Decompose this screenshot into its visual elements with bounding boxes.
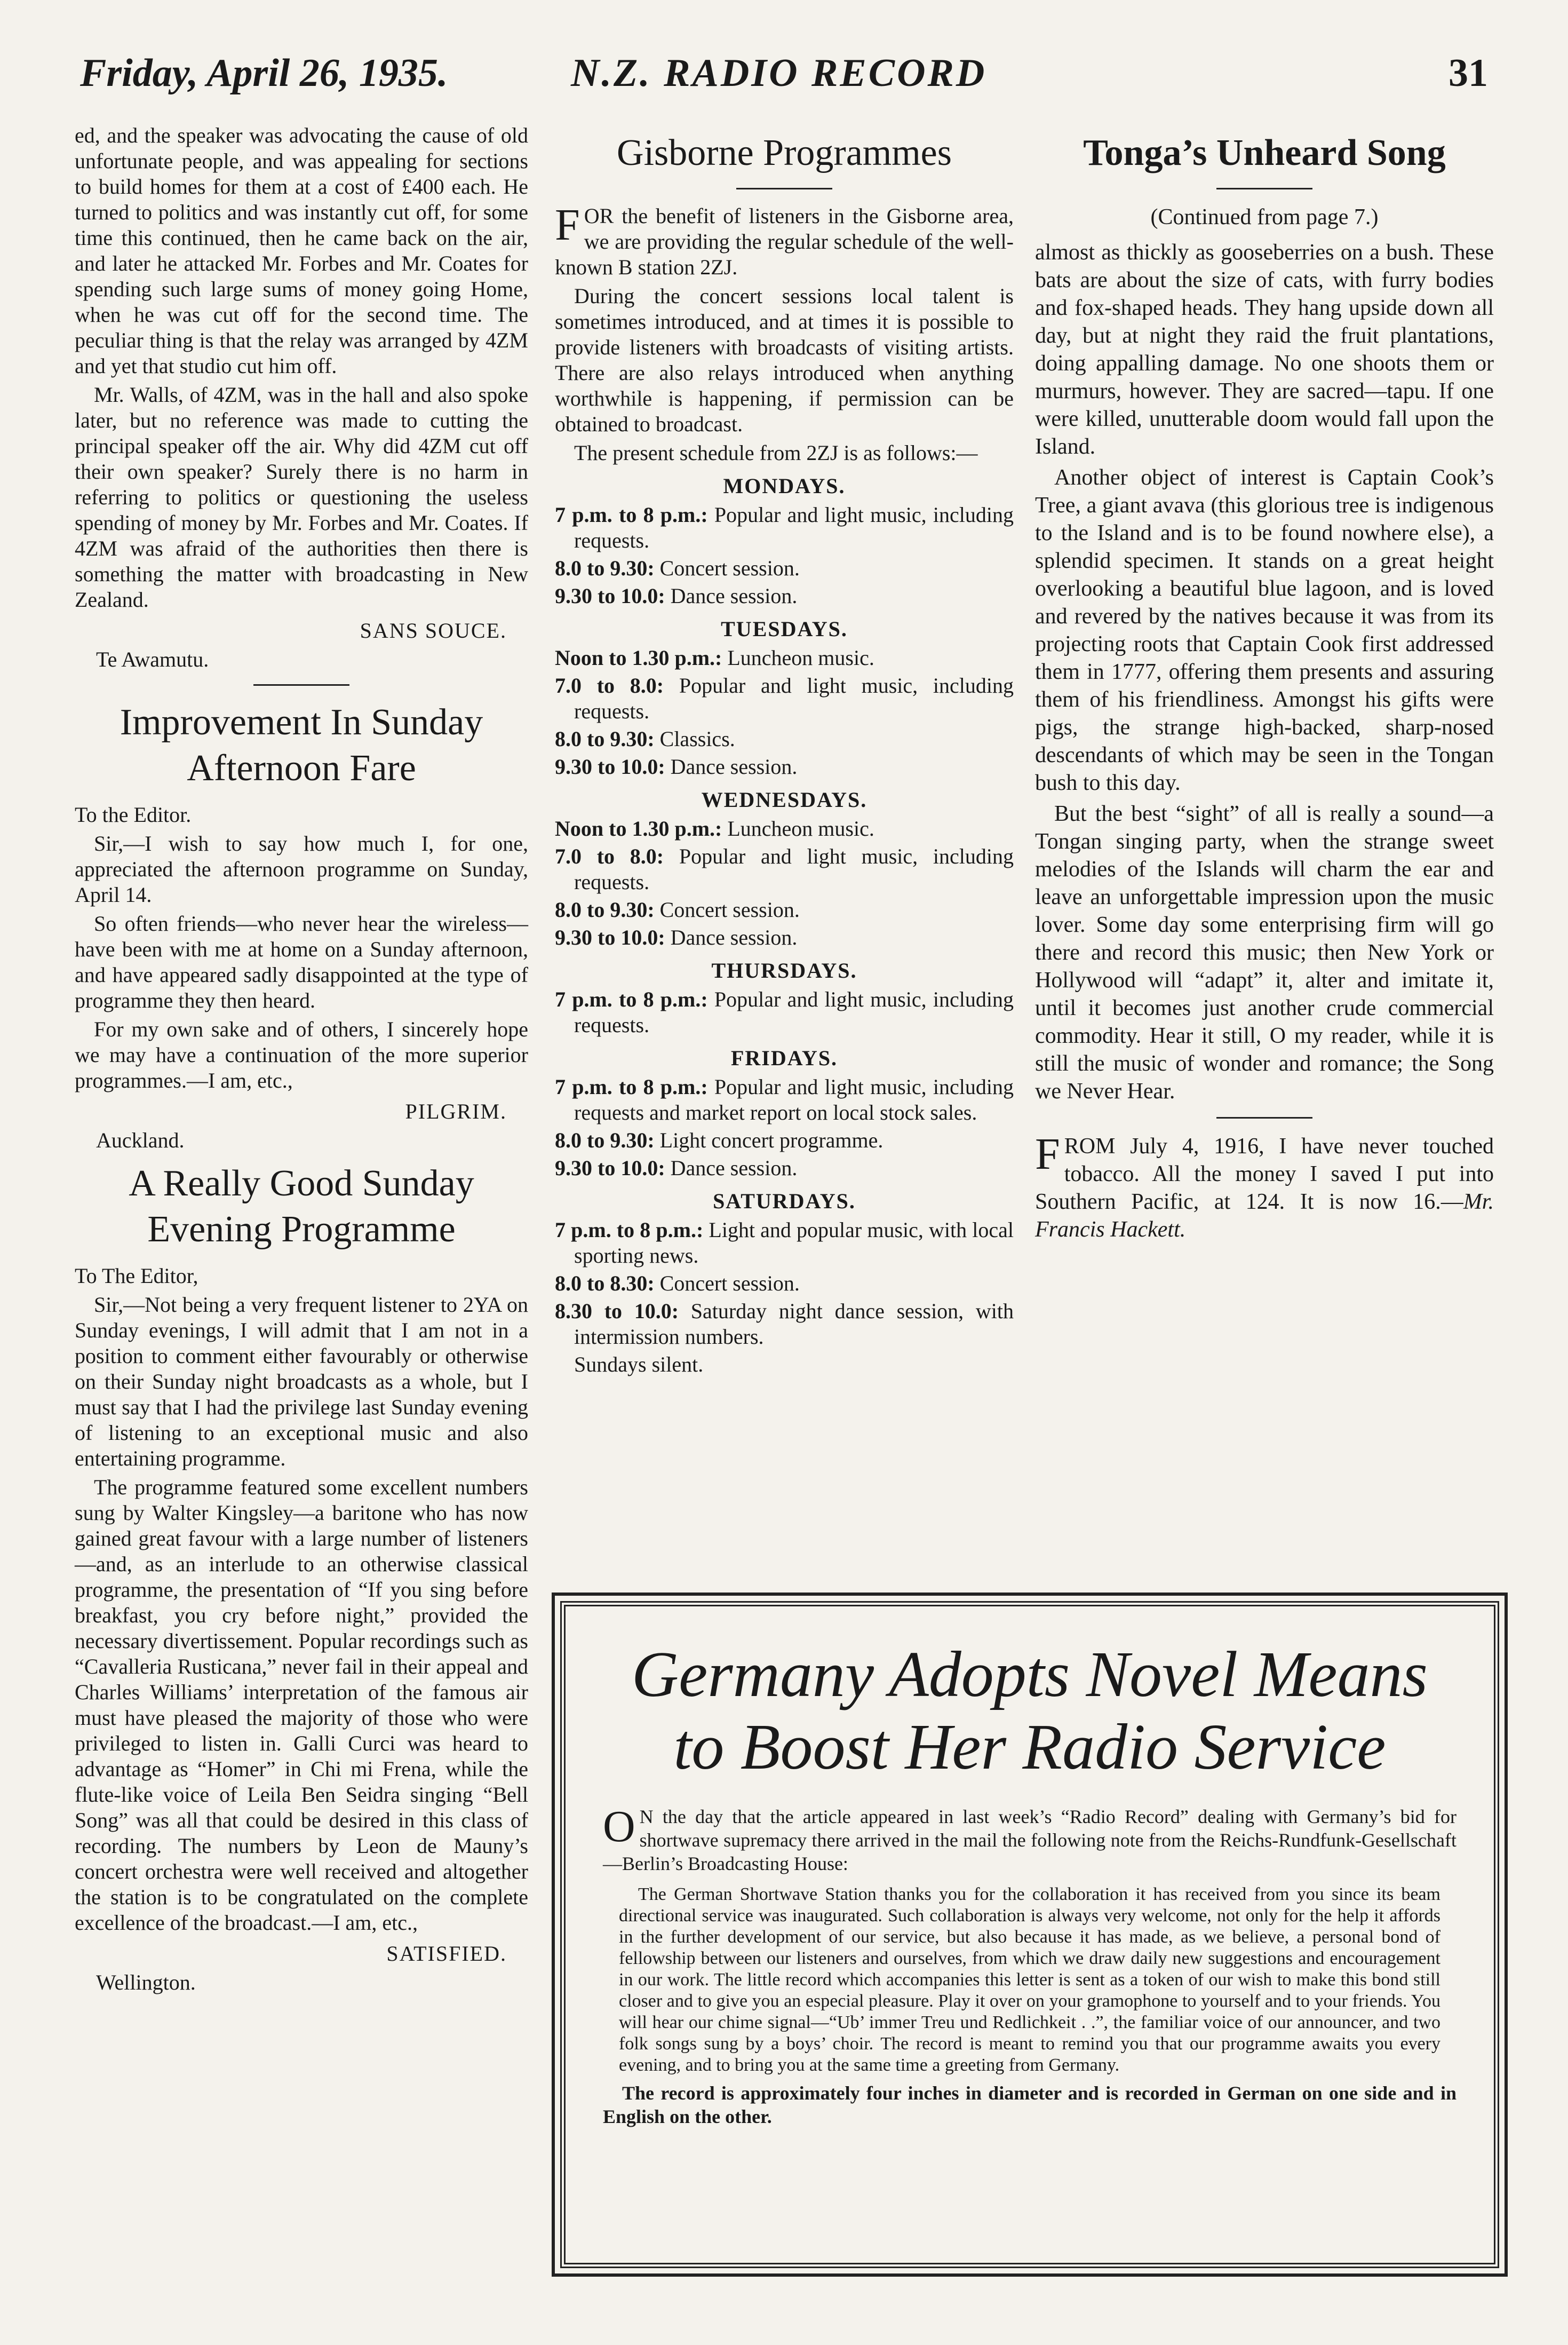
drop-cap: F — [1035, 1129, 1060, 1179]
schedule-desc: Dance session. — [670, 1156, 798, 1180]
paragraph: Another object of interest is Captain Cook’s Tree, a giant avava (this glorious tree is indigenous to the Island and is to be found nowhere else), a splendid specimen. It stands on a great height overlooking a beautiful blue lagoon, and is loved and revered by the natives because it was from its projecting roots that Captain Cook first addressed them in 1777, offering them presents and assuring them of his friendliness. Amongst his gifts were pigs, the strange high-backed, sharp-nosed descendants of which may be seen in the Tongan bush to this day. — [1035, 465, 1494, 795]
schedule-desc: Concert session. — [659, 556, 800, 580]
schedule-item — [555, 583, 1014, 609]
salutation: To the Editor. — [75, 803, 192, 827]
schedule-desc: Popular and light music, including requests and market report on local stock sales. — [574, 1075, 1014, 1124]
schedule-time: 7 p.m. to 8 p.m.: — [555, 987, 708, 1011]
continued-note: (Continued from page 7.) — [1150, 205, 1379, 229]
page-number: 31 — [1448, 51, 1488, 95]
column-letters — [75, 123, 528, 2001]
schedule-desc: Popular and light music, including requests. — [574, 987, 1014, 1037]
schedule-day-heading: THURSDAYS. — [711, 958, 857, 983]
schedule-desc: Dance session. — [670, 755, 798, 779]
schedule-desc: Concert session. — [659, 1271, 800, 1295]
letter-pilgrim — [75, 700, 528, 1153]
divider — [1216, 188, 1312, 189]
schedule-desc: Dance session. — [670, 584, 798, 608]
schedule-day-heading: SATURDAYS. — [713, 1189, 856, 1213]
schedule-desc: Classics. — [659, 727, 735, 751]
schedule-time: Noon to 1.30 p.m.: — [555, 817, 722, 841]
schedule-desc: Saturday night dance session, with intermission numbers. — [574, 1299, 1014, 1349]
schedule-item — [555, 1128, 1014, 1153]
schedule-desc: Luncheon music. — [727, 817, 874, 841]
schedule-item — [555, 1217, 1014, 1269]
salutation: To The Editor, — [75, 1264, 198, 1288]
schedule-time: 7.0 to 8.0: — [555, 844, 664, 868]
article-title: A Really Good Sunday Evening Programme — [129, 1163, 474, 1250]
paragraph: During the concert sessions local talent is sometimes introduced, and at times it is possible to provide listeners with broadcasts of visiting artists. There are also relays introduced when anything worthwhile is happening, if permission can be obtained to broadcast. — [555, 284, 1014, 436]
schedule-item — [555, 925, 1014, 950]
schedule-time: 7 p.m. to 8 p.m.: — [555, 1218, 704, 1242]
schedule — [555, 473, 1014, 1350]
schedule-desc: Popular and light music, including requests. — [574, 844, 1014, 894]
schedule-day-heading: MONDAYS. — [723, 474, 846, 498]
divider — [253, 684, 349, 686]
signature: SATISFIED. — [386, 1942, 507, 1966]
paragraph: almost as thickly as gooseberries on a bush. These bats are about the size of cats, with furry bodies and fox-shaped heads. They hang upside down all day, but at night they raid the fruit plantations, doing appalling damage. No one shoots them or murmurs, however. They are sacred—tapu. If one were killed, unutterable doom would fall upon the Island. — [1035, 240, 1494, 459]
paragraph: The programme featured some excellent numbers sung by Walter Kingsley—a baritone who has now gained great favour with a large number of listeners—and, as an interlude to an otherwise classical programme, the presentation of “If you sing before breakfast, you cry before night,” provided the necessary divertissement. Popular recordings such as “Cavalleria Rusticana,” never fail in their appeal and Charles Williams’ interpretation of the famous air must have pleased the majority of those who were privileged to listen in. Galli Curci was heard to advantage as “Homer” in Chi mi Frena, while the flute-like voice of Leila Ben Seidra singing “Bell Song” was all that could be desired in this class of recording. The numbers by Leon de Mauny’s concert orchestra were well received and altogether the station is to be congratulated on the complete excellence of the broadcast.—I am, etc., — [75, 1475, 528, 1935]
paragraph: Sir,—Not being a very frequent listener to 2YA on Sunday evenings, I will admit that I am not in a position to comment either favourably or otherwise on their Sunday night broadcasts as a whole, but I must say that I had the privilege last Sunday evening of listening to an exceptional music and also entertaining programme. — [75, 1293, 528, 1470]
paragraph: But the best “sight” of all is really a sound—a Tongan singing party, when the strange sweet melodies of the Islands will charm the ear and leave an unforgettable impression upon the music lover. Some day some enterprising firm will go there and record this music; then New York or Hollywood will “adapt” it, alter and imitate it, until it becomes just another crude commercial commodity. Hear it still, O my reader, while it is still the music of wonder and romance; the Song we Never Hear. — [1035, 802, 1494, 1104]
schedule-item — [555, 816, 1014, 842]
schedule-desc: Dance session. — [670, 925, 798, 949]
paragraph: Mr. Walls, of 4ZM, was in the hall and also spoke later, but no reference was made to cutting the principal speaker off the air. Why did 4ZM cut off their own speaker? Surely there is no harm in referring to politics or questioning the useless spending of money by Mr. Forbes and Mr. Coates. If 4ZM was afraid of the authorities then there is something the matter with broadcasting in New Zealand. — [75, 383, 528, 612]
schedule-time: 8.0 to 9.30: — [555, 556, 655, 580]
schedule-time: 8.0 to 9.30: — [555, 1128, 655, 1152]
paragraph: For my own sake and of others, I sincerely hope we may have a continuation of the more superior programmes.—I am, etc., — [75, 1017, 528, 1092]
schedule-time: 7 p.m. to 8 p.m.: — [555, 503, 708, 527]
schedule-item — [555, 1155, 1014, 1181]
signature: SANS SOUCE. — [360, 619, 507, 643]
schedule-time: 8.0 to 9.30: — [555, 898, 655, 922]
schedule-time: 9.30 to 10.0: — [555, 925, 665, 949]
schedule-day-heading: WEDNESDAYS. — [701, 788, 867, 812]
filler-quote: FROM July 4, 1916, I have never touched tobacco. All the money I saved I put into Southern Pacific, at 124. It is now 16.—Mr. Francis Hackett. — [1035, 1129, 1494, 1242]
location: Te Awamutu. — [96, 647, 209, 671]
schedule-time: 8.0 to 9.30: — [555, 727, 655, 751]
paragraph: The present schedule from 2ZJ is as follows:— — [574, 441, 978, 465]
quote-attribution: Mr. Francis Hackett. — [1035, 1190, 1494, 1242]
schedule-footer: Sundays silent. — [574, 1352, 704, 1376]
column-tonga — [1035, 123, 1494, 1247]
schedule-item — [555, 844, 1014, 895]
drop-cap: F — [555, 200, 580, 250]
paragraph: ed, and the speaker was advocating the cause of old unfortunate people, and was appealing for sections to build homes for them at a cost of £400 each. He turned to politics and was instantly cut off, for some time this continued, then he came back on the air, and later he attacked Mr. Forbes and Mr. Coates for spending such large sums of money going Home, when he was cut off for the second time. The peculiar thing is that the relay was arranged by 4ZM and yet that studio cut him off. — [75, 123, 528, 378]
article-title: Gisborne Programmes — [617, 132, 952, 173]
paragraph: Sir,—I wish to say how much I, for one, appreciated the afternoon programme on Sunday, April 14. — [75, 831, 528, 907]
schedule-desc: Luncheon music. — [727, 646, 874, 670]
schedule-item — [555, 726, 1014, 752]
schedule-time: 7.0 to 8.0: — [555, 674, 664, 698]
location: Wellington. — [96, 1970, 196, 1994]
quoted-note — [619, 1884, 1440, 2076]
schedule-day-heading: FRIDAYS. — [730, 1046, 838, 1070]
schedule-item — [555, 645, 1014, 671]
divider — [736, 188, 832, 189]
issue-date: Friday, April 26, 1935. — [80, 51, 448, 95]
schedule-desc: Concert session. — [659, 898, 800, 922]
schedule-desc: Popular and light music, including requests. — [574, 674, 1014, 723]
letter-satisfied — [75, 1161, 528, 1995]
article-title: Tonga’s Unheard Song — [1083, 132, 1446, 173]
drop-cap: O — [603, 1802, 635, 1851]
schedule-item — [555, 673, 1014, 724]
schedule-item — [555, 1074, 1014, 1126]
schedule-desc: Light and popular music, with local sporting news. — [574, 1218, 1014, 1267]
schedule-desc: Popular and light music, including requests. — [574, 503, 1014, 552]
paragraph: The German Shortwave Station thanks you for the collaboration it has received from you since its beam directional service was inaugurated. Such collaboration is always very welcome, not only for the help it affords in the further development of our service, but also because it has made, as we believe, a personal bond of fellowship between our listeners and ourselves, from which we draw daily new suggestions and encouragement in our work. The little record which accompanies this letter is sent as a token of our wish to make this bond still closer and to give you an especial pleasure. Play it over on your gramophone to yourself and to your friends. You will hear our chime signal—“Ub’ immer Treu und Redlichkeit . .”, the familiar voice of our announcer, and two folk songs sung by a boys’ choir. The record is meant to remind you that our programme awaits you every evening, and to bring you at the same time a greeting from Germany. — [619, 1884, 1440, 2075]
divider — [1216, 1117, 1312, 1119]
schedule-time: Noon to 1.30 p.m.: — [555, 646, 722, 670]
schedule-item — [555, 754, 1014, 780]
schedule-desc: Light concert programme. — [659, 1128, 884, 1152]
schedule-time: 8.0 to 8.30: — [555, 1271, 655, 1295]
schedule-time: 7 p.m. to 8 p.m.: — [555, 1075, 708, 1099]
paragraph: O N the day that the article appeared in last week’s “Radio Record” dealing with Germany’s bid for shortwave supremacy there arrived in the mail the following note from the Reichs-Rundfunk-Gesellschaft—Berlin’s Broadcasting House: — [603, 1802, 1456, 1874]
schedule-item — [555, 897, 1014, 923]
page-header — [80, 51, 1488, 109]
schedule-day-heading: TUESDAYS. — [721, 617, 848, 641]
closing-note: The record is approximately four inches in diameter and is recorded in German on one side and in English on the other. — [603, 2082, 1456, 2127]
masthead: N.Z. RADIO RECORD — [571, 51, 987, 95]
article-title: Germany Adopts Novel Means to Boost Her Radio Service — [632, 1638, 1428, 1783]
schedule-item — [555, 987, 1014, 1038]
schedule-item — [555, 1298, 1014, 1350]
paragraph: FOR the benefit of listeners in the Gisborne area, we are providing the regular schedule of the well-known B station 2ZJ. — [555, 200, 1014, 279]
germany-article-box — [560, 1601, 1499, 2268]
schedule-item — [555, 556, 1014, 581]
signature: PILGRIM. — [405, 1099, 507, 1123]
schedule-item — [555, 1271, 1014, 1296]
schedule-item — [555, 502, 1014, 553]
article-title: Improvement In Sunday Afternoon Fare — [120, 702, 483, 789]
location: Auckland. — [96, 1128, 185, 1152]
column-gisborne — [555, 123, 1014, 1381]
schedule-time: 9.30 to 10.0: — [555, 584, 665, 608]
schedule-time: 8.30 to 10.0: — [555, 1299, 679, 1323]
letter-sans-souce — [75, 123, 528, 672]
schedule-time: 9.30 to 10.0: — [555, 1156, 665, 1180]
paragraph: So often friends—who never hear the wireless—have been with me at home on a Sunday afternoon, and have appeared sadly disappointed at the type of programme they then heard. — [75, 912, 528, 1012]
schedule-time: 9.30 to 10.0: — [555, 755, 665, 779]
